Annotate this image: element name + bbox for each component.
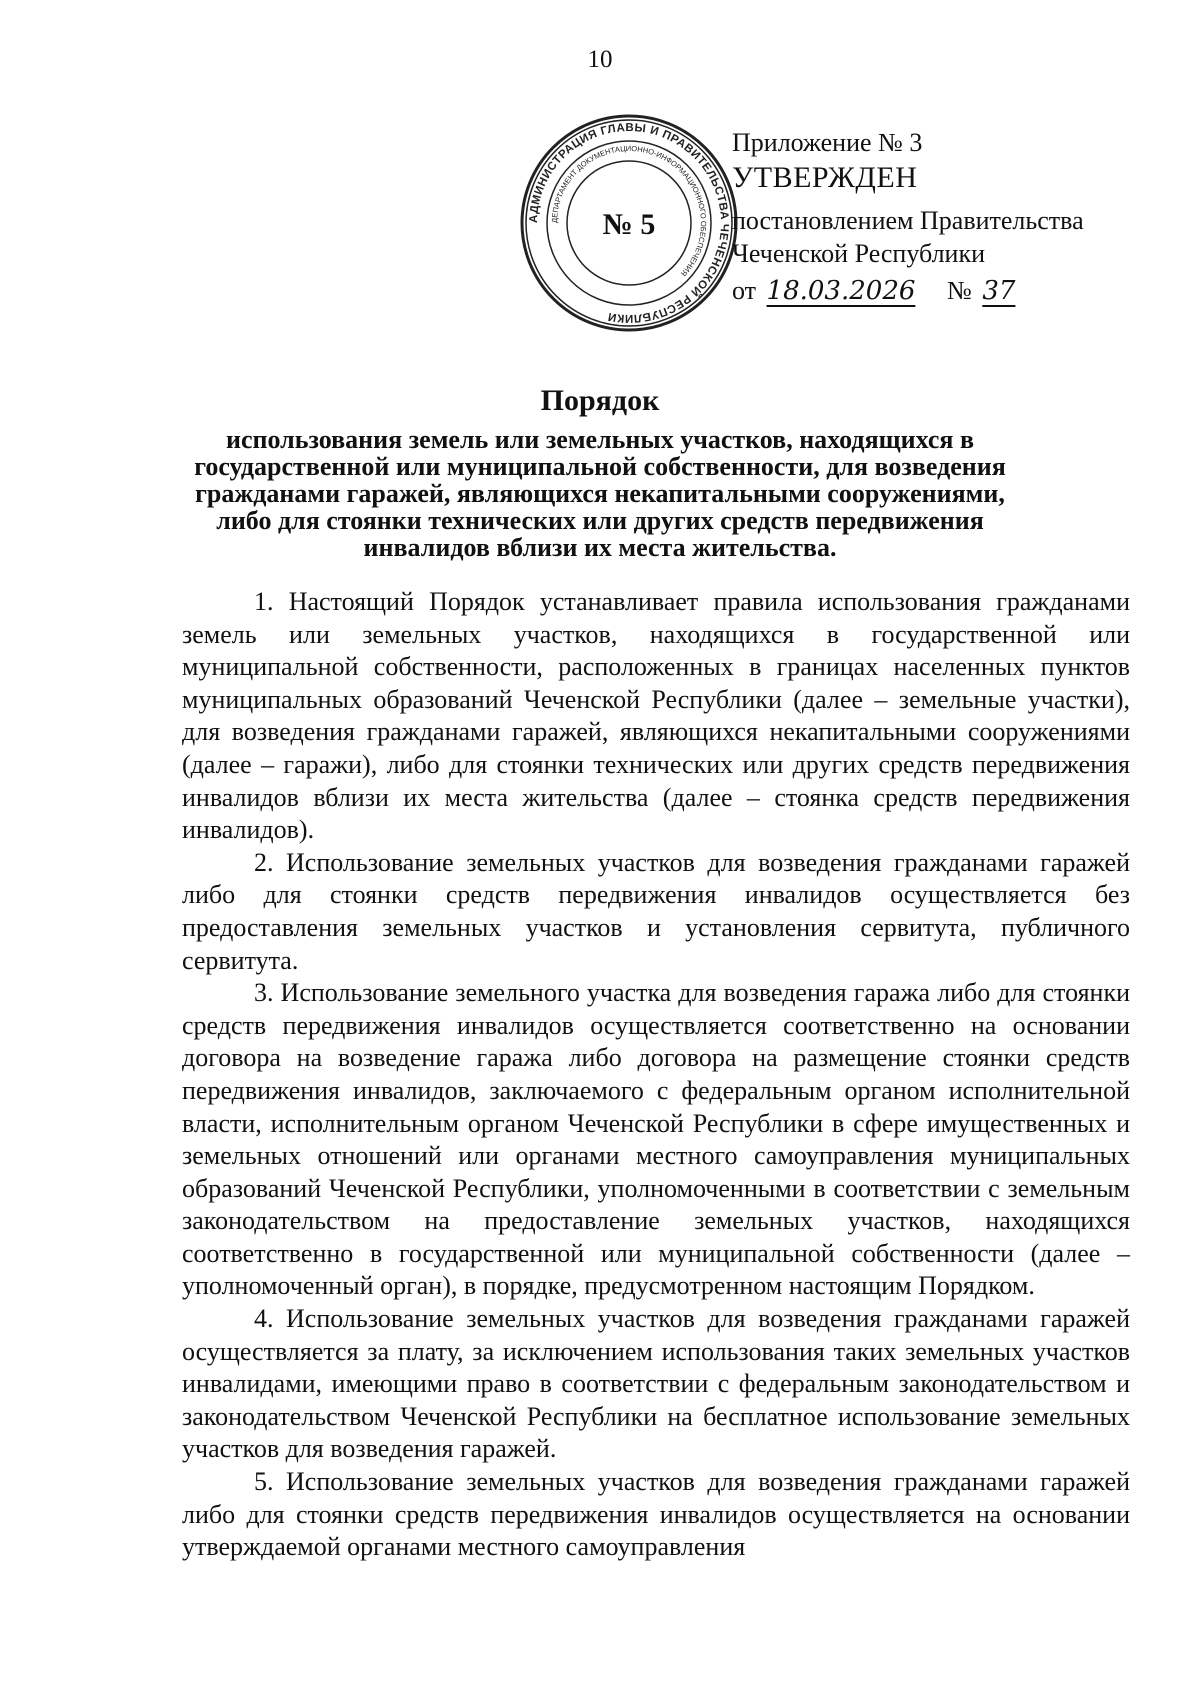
approval-block [732, 126, 1132, 308]
document-subtitle: использования земель или земельных участков, находящихся в государственной или муниципальной собственности, для возведения гражданами гаражей, являющихся некапитальными сооружениями, либо для стоянки технических или других средств передвижения инвалидов вблизи их места жительства. [194, 425, 1006, 562]
paragraph-3: 3. Использование земельного участка для возведения гаража либо для стоянки средств передвижения инвалидов осуществляется соответственно на основании договора на возведение гаража либо договора на размещение стоянки средств передвижения инвалидов, заключаемого с федеральным органом исполнительной власти, исполнительным органом Чеченской Республики в сфере имущественных и земельных отношений или органами местного самоуправления муниципальных образований Чеченской Республики, уполномоченными в соответствии с земельным законодательством на предоставление земельных участков, находящихся соответственно в государственной или муниципальной собственности (далее – уполномоченный орган), в порядке, предусмотренном настоящим Порядком. [182, 978, 1130, 1301]
approval-line-2: Чеченской Республики [732, 239, 986, 268]
document-body [182, 586, 1130, 1564]
paragraph-1: 1. Настоящий Порядок устанавливает правила использования гражданами земель или земельных участков, находящихся в государственной или муниципальной собственности, расположенных в границах населенных пунктов муниципальных образований Чеченской Республики (далее – земельные участки), для возведения гражданами гаражей, являющихся некапитальными сооружениями (далее – гаражи), либо для стоянки технических или других средств передвижения инвалидов вблизи их места жительства (далее – стоянка средств передвижения инвалидов). [182, 587, 1130, 845]
handwritten-number: 37 [982, 276, 1016, 306]
date-prefix: от [732, 276, 757, 305]
handwritten-date: 18.03.2026 [766, 276, 916, 306]
approved-heading: УТВЕРЖДЕН [732, 161, 918, 194]
seal-outer-text: АДМИНИСТРАЦИЯ ГЛАВЫ И ПРАВИТЕЛЬСТВА ЧЕЧЕНСКОЙ РЕСПУБЛИКИ [527, 121, 731, 325]
paragraph-2: 2. Использование земельных участков для возведения гражданами гаражей либо для стоянки средств передвижения инвалидов осуществляется без предоставления земельных участков и установления сервитута, публичного сервитута. [182, 847, 1130, 975]
document-title: Порядок [540, 384, 660, 417]
paragraph-5: 5. Использование земельных участков для возведения гражданами гаражей либо для стоянки средств передвижения инвалидов осуществляется на основании утверждаемой органами местного самоуправления [182, 1467, 1130, 1562]
paragraph-4: 4. Использование земельных участков для возведения гражданами гаражей осуществляется за плату, за исключением использования таких земельных участков инвалидами, имеющими право в соответствии с федеральным законодательством и законодательством Чеченской Республики на бесплатное использование земельных участков для возведения гаражей. [182, 1304, 1130, 1464]
seal-inner-text: ДЕПАРТАМЕНТ ДОКУМЕНТАЦИОННО-ИНФОРМАЦИОННОГО ОБЕСПЕЧЕНИЯ [549, 143, 709, 279]
appendix-label: Приложение № 3 [732, 128, 923, 157]
page-number: 10 [587, 46, 613, 73]
approval-line-1: постановлением Правительства [732, 206, 1084, 235]
number-label: № [947, 276, 972, 305]
official-seal [518, 112, 740, 334]
seal-number: № 5 [602, 208, 656, 241]
approval-date-line [732, 274, 1132, 308]
